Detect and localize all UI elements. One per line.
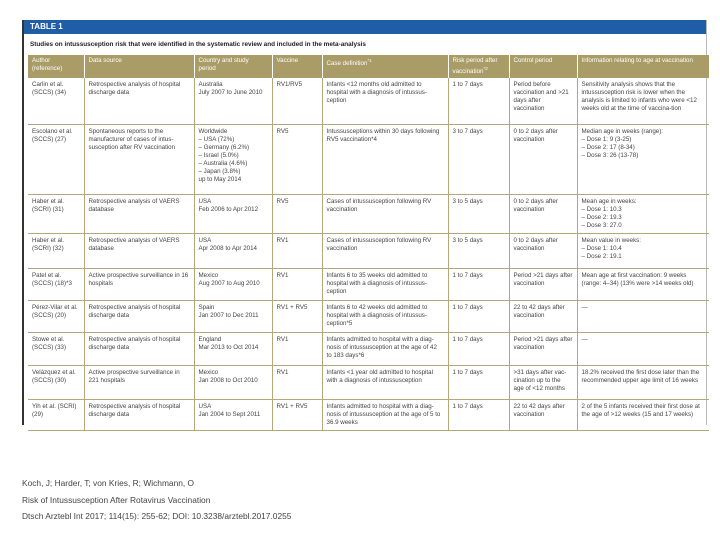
column-header-label: Country and study period — [198, 57, 249, 72]
column-header-label: Author (reference) — [32, 57, 63, 72]
column-header — [577, 55, 709, 78]
column-header-label: Control period — [513, 57, 553, 64]
table-cell: RV5 — [272, 124, 322, 194]
table-cell: Cases of intussusception following RV vaccination — [322, 233, 448, 268]
table-cell: 0 to 2 days after vaccination — [509, 124, 577, 194]
table-cell: RV1 — [272, 365, 322, 399]
table-cell: 1 to 7 days — [448, 399, 509, 430]
table-cell: Intussusceptions within 30 days following RV5 vaccination*4 — [322, 124, 448, 194]
table-cell: 0 to 2 days after vaccination — [509, 194, 577, 233]
table-cell: Median age in weeks (range): – Dose 1: 9 (3-25) – Dose 2: 17 (8-34) – Dose 3: 26 (13-78) — [577, 124, 709, 194]
table-cell: Haber et al. (SCRI) (32) — [28, 233, 84, 268]
table-header-row — [28, 55, 709, 78]
table-cell: Cases of intussusception following RV vaccination — [322, 194, 448, 233]
table-row — [28, 233, 709, 268]
column-header — [272, 55, 322, 78]
table-row — [28, 300, 709, 332]
table-row — [28, 365, 709, 399]
table-cell: Infants 6 to 42 weeks old admitted to hospital with a diagnosis of intussus-ception*5 — [322, 300, 448, 332]
table-label: TABLE 1 — [24, 20, 706, 34]
table-cell: Period >21 days after vaccination — [509, 332, 577, 365]
table-cell: 2 of the 5 infants received their first dose at the age of >12 weeks (15 and 17 weeks) — [577, 399, 709, 430]
column-header-label: Vaccine — [276, 57, 299, 64]
table-cell: Active prospective surveillance in 16 hospitals — [84, 268, 194, 300]
table-cell: — — [577, 332, 709, 365]
citation-source: Dtsch Arztebl Int 2017; 114(15): 255-62; DOI: 10.3238/arztebl.2017.0255 — [22, 511, 292, 521]
table-cell: Retrospective analysis of hospital discharge data — [84, 399, 194, 430]
table-cell: Haber et al. (SCRI) (31) — [28, 194, 84, 233]
table-cell: Infants <12 months old admitted to hospital with a diagnosis of intussus-ception — [322, 78, 448, 124]
table-cell: 18.2% received the first dose later than the recommended upper age limit of 16 weeks — [577, 365, 709, 399]
table-cell: Velázquez et al. (SCCS) (30) — [28, 365, 84, 399]
table-cell: Pérez-Vilar et al. (SCCS) (20) — [28, 300, 84, 332]
table-cell: RV1 — [272, 233, 322, 268]
table-cell: Retrospective analysis of VAERS database — [84, 233, 194, 268]
table-cell: Infants admitted to hospital with a diag-nosis of intussusception at the age of 42 to 183 days*6 — [322, 332, 448, 365]
table-cell: 3 to 5 days — [448, 233, 509, 268]
citation-authors: Koch, J; Harder, T; von Kries, R; Wichmann, O — [22, 478, 195, 488]
table-row — [28, 399, 709, 430]
table-cell: Carlin et al. (SCCS) (34) — [28, 78, 84, 124]
table-cell: 1 to 7 days — [448, 300, 509, 332]
table-cell: Retrospective analysis of hospital discharge data — [84, 78, 194, 124]
column-header — [84, 55, 194, 78]
column-header — [194, 55, 272, 78]
table-cell: Active prospective surveillance in 221 hospitals — [84, 365, 194, 399]
column-header-label: Data source — [88, 57, 122, 64]
table-cell: Australia July 2007 to June 2010 — [194, 78, 272, 124]
table-cell: RV1 — [272, 332, 322, 365]
table-cell: Mexico Aug 2007 to Aug 2010 — [194, 268, 272, 300]
table-cell: — — [577, 300, 709, 332]
table-cell: 22 to 42 days after vaccination — [509, 300, 577, 332]
footnote-marker: *1 — [367, 58, 372, 63]
table-cell: USA Feb 2006 to Apr 2012 — [194, 194, 272, 233]
table-cell: USA Apr 2008 to Apr 2014 — [194, 233, 272, 268]
table-cell: 1 to 7 days — [448, 365, 509, 399]
table-cell: Period before vaccination and >21 days after vaccination — [509, 78, 577, 124]
table-cell: Retrospective analysis of hospital discharge data — [84, 332, 194, 365]
table-caption: Studies on intussusception risk that were identified in the systematic review and included in the meta-analysis — [30, 41, 366, 48]
table-cell: RV1 + RV5 — [272, 399, 322, 430]
table-cell: Worldwide – USA (72%) – Germany (6.2%) – Israel (5.0%) – Australia (4.6%) – Japan (3.8%) up to May 2014 — [194, 124, 272, 194]
table-cell: Period >21 days after vaccination — [509, 268, 577, 300]
table-cell: RV1 + RV5 — [272, 300, 322, 332]
table-cell: Retrospective analysis of hospital discharge data — [84, 300, 194, 332]
column-header-label: Information relating to age at vaccination — [581, 57, 693, 64]
table-cell: RV5 — [272, 194, 322, 233]
table-figure — [22, 20, 707, 425]
table-cell: RV1 — [272, 268, 322, 300]
table-cell: RV1/RV5 — [272, 78, 322, 124]
table-row — [28, 78, 709, 124]
table-cell: Patel et al. (SCCS) (18)*3 — [28, 268, 84, 300]
table-cell: Mean age in weeks: – Dose 1: 10.3 – Dose 2: 19.3 – Dose 3: 27.0 — [577, 194, 709, 233]
table-cell: Mean value in weeks: – Dose 1: 10.4 – Dose 2: 19.1 — [577, 233, 709, 268]
table-cell: Infants admitted to hospital with a diag-nosis of intussusception at the age of 5 to 36.9 weeks — [322, 399, 448, 430]
table-cell: Mean age at first vaccination: 9 weeks (range: 4–34) (13% were >14 weeks old) — [577, 268, 709, 300]
table-cell: Escolano et al. (SCCS) (27) — [28, 124, 84, 194]
table-cell: Mexico Jan 2008 to Oct 2010 — [194, 365, 272, 399]
table-cell: 1 to 7 days — [448, 268, 509, 300]
table-cell: England Mar 2013 to Oct 2014 — [194, 332, 272, 365]
table-cell: 3 to 5 days — [448, 194, 509, 233]
table-row — [28, 268, 709, 300]
citation — [22, 475, 291, 525]
table-cell: 1 to 7 days — [448, 78, 509, 124]
table-cell: 3 to 7 days — [448, 124, 509, 194]
table-row — [28, 332, 709, 365]
citation-title: Risk of Intussusception After Rotavirus Vaccination — [22, 494, 211, 505]
table-cell: Sensitivity analysis shows that the intussusception risk is lower when the analysis is limited to infants who were <12 weeks old at the time of vaccina-tion — [577, 78, 709, 124]
column-header — [28, 55, 84, 78]
table-row — [28, 194, 709, 233]
table-cell: 1 to 7 days — [448, 332, 509, 365]
table-cell: USA Jan 2004 to Sept 2011 — [194, 399, 272, 430]
column-header — [322, 55, 448, 78]
studies-table — [28, 55, 709, 431]
table-cell: 22 to 42 days after vaccination — [509, 399, 577, 430]
table-cell: Spain Jan 2007 to Dec 2011 — [194, 300, 272, 332]
table-row — [28, 124, 709, 194]
column-header — [509, 55, 577, 78]
table-cell: 0 to 2 days after vaccination — [509, 233, 577, 268]
footnote-marker: *2 — [483, 66, 488, 71]
table-cell: Retrospective analysis of VAERS database — [84, 194, 194, 233]
table-cell: Infants <1 year old admitted to hospital with a diagnosis of intussusception — [322, 365, 448, 399]
table-cell: >31 days after vac-cination up to the age of <12 months — [509, 365, 577, 399]
column-header-label: Case definition — [326, 60, 368, 68]
table-cell: Yih et al. (SCRI) (29) — [28, 399, 84, 430]
column-header — [448, 55, 509, 78]
table-cell: Spontaneous reports to the manufacturer of cases of intus-susception after RV vaccination — [84, 124, 194, 194]
table-cell: Stowe et al. (SCCS) (33) — [28, 332, 84, 365]
column-header-label: Risk period after vaccination — [452, 57, 498, 76]
table-cell: Infants 6 to 35 weeks old admitted to hospital with a diagnosis of intussus-ception — [322, 268, 448, 300]
